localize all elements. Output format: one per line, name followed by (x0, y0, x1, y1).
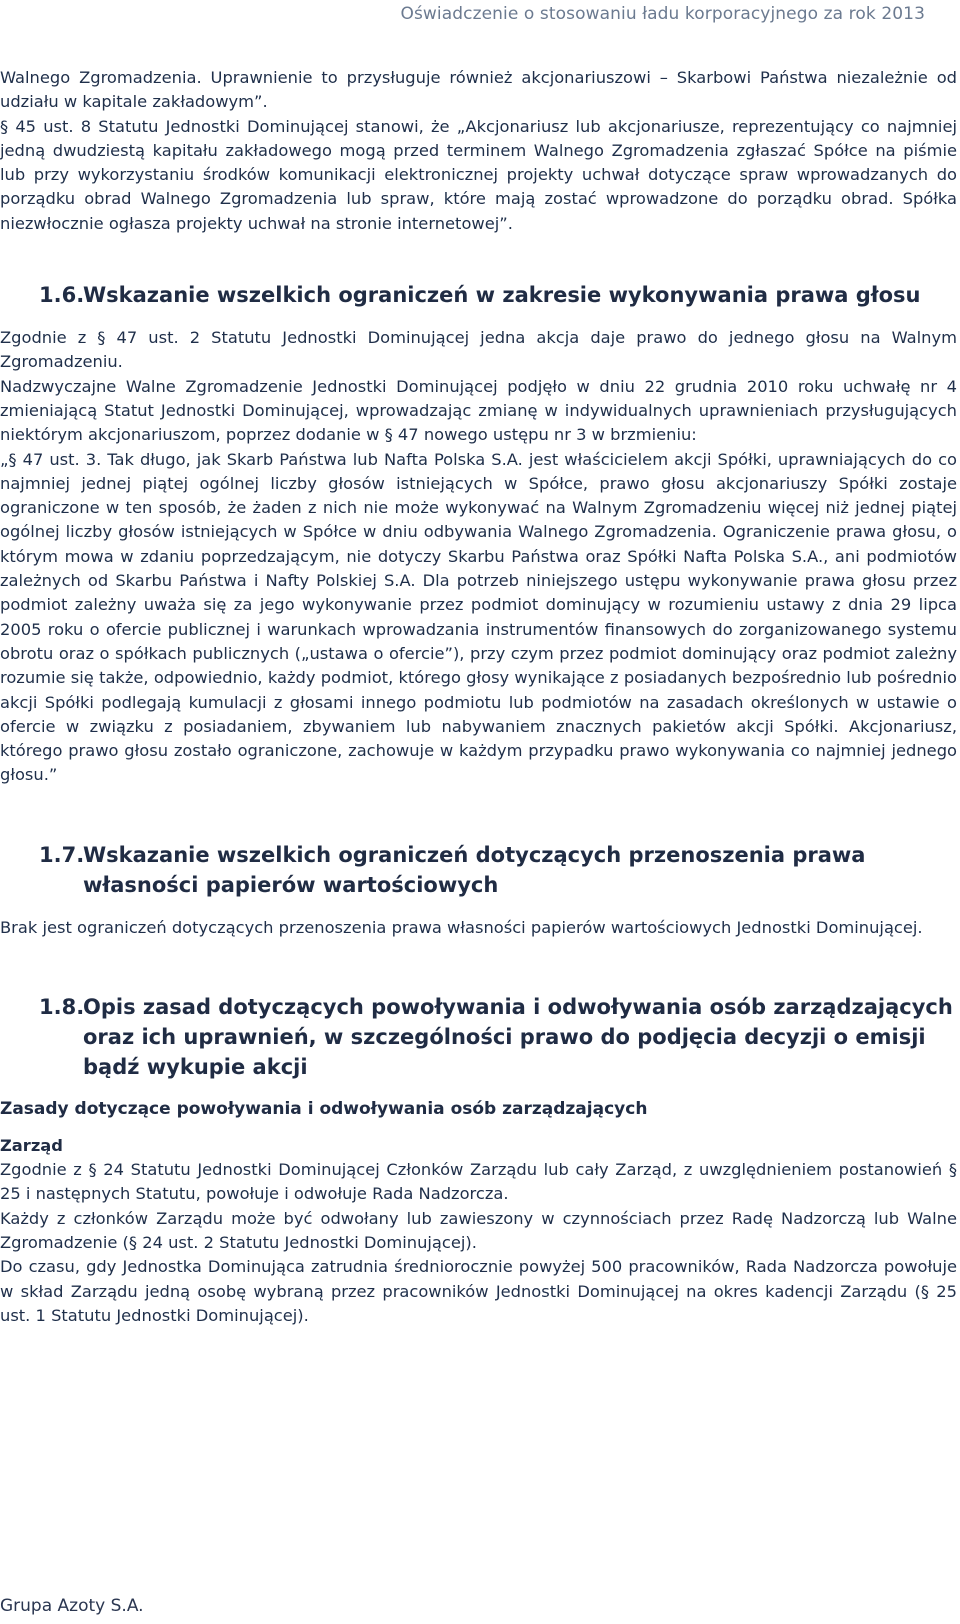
section-1-6-paragraph-2: Nadzwyczajne Walne Zgromadzenie Jednostki Dominującej podjęło w dniu 22 grudnia 2010 roku uchwałę nr 4 zmieniającą Statut Jednostki Dominującej, wprowadzając zmianę w indywidualnych uprawnieniach przysługujących niektórym akcjonariuszom, poprzez dodanie w § 47 nowego ustępu nr 3 w brzmieniu: (0, 376, 957, 445)
spacer (0, 236, 957, 280)
section-1-6-paragraph-1: Zgodnie z § 47 ust. 2 Statutu Jednostki Dominującej jedna akcja daje prawo do jednego głosu na Walnym Zgromadzeniu. (0, 328, 957, 372)
section-title: Opis zasad dotyczących powoływania i odwoływania osób zarządzających oraz ich uprawnień, w szczególności prawo do podjęcia decyzji o emisji bądź wykupie akcji (83, 995, 953, 1080)
section-title: Wskazanie wszelkich ograniczeń dotyczących przenoszenia prawa własności papierów wartościowych (83, 842, 866, 897)
page-header: Oświadczenie o stosowaniu ładu korporacyjnego za rok 2013 (400, 4, 925, 24)
spacer (0, 900, 957, 916)
section-number: 1.6. (39, 283, 85, 308)
section-1-6-quote: „§ 47 ust. 3. Tak długo, jak Skarb Państwa lub Nafta Polska S.A. jest właścicielem akcji Spółki, uprawniających do co najmniej jednej piątej ogólnej liczby głosów istniejących w Spółce, prawo głosu akcjonariuszy Spółki zostaje ograniczone w ten sposób, że żaden z nich nie może wykonywać na Walnym Zgromadzeniu więcej niż jednej piątej ogólnej liczby głosów istniejących w Spółce w dniu odbywania Walnego Zgromadzenia. Ograniczenie prawa głosu, o którym mowa w zdaniu poprzedzającym, nie dotyczy Skarbu Państwa oraz Spółki Nafta Polska S.A., ani podmiotów zależnych od Skarbu Państwa i Nafty Polskiej S.A. Dla potrzeb niniejszego ustępu wykonywanie prawa głosu przez podmiot zależny uważa się za jego wykonywanie przez podmiot dominujący w rozumieniu ustawy z dnia 29 lipca 2005 roku o ofercie publicznej i warunkach wprowadzania instrumentów finansowych do zorganizowanego systemu obrotu oraz o spółkach publicznych („ustawa o ofercie”), przy czym przez podmiot dominujący oraz podmiot zależny rozumie się także, odpowiednio, każdy podmiot, którego głosy wynikające z posiadanych bezpośrednio lub pośrednio akcji Spółki podlegają kumulacji z głosami innego podmiotu lub podmiotów na zasadach określonych w ustawie o ofercie w związku z posiadaniem, zbywaniem lub nabywaniem znacznych pakietów akcji Spółki. Akcjonariusz, którego prawo głosu zostało ograniczone, zachowuje w każdym przypadku prawo wykonywania co najmniej jednego głosu.” (0, 449, 957, 785)
section-1-7-paragraph-1: Brak jest ograniczeń dotyczących przenoszenia prawa własności papierów wartościowych Jednostki Dominującej. (0, 917, 923, 937)
intro-paragraph-1: Walnego Zgromadzenia. Uprawnienie to przysługuje również akcjonariuszowi – Skarbowi Państwa niezależnie od udziału w kapitale zakładowym”. (0, 68, 957, 112)
spacer (0, 940, 957, 992)
section-number: 1.7. (39, 842, 85, 867)
spacer (0, 310, 957, 326)
section-1-8-heading (0, 992, 957, 1082)
page-footer: Grupa Azoty S.A. (0, 1596, 144, 1616)
section-title: Wskazanie wszelkich ograniczeń w zakresie wykonywania prawa głosu (83, 283, 921, 308)
section-1-8-paragraph-2: Każdy z członków Zarządu może być odwołany lub zawieszony w czynnościach przez Radę Nadzorczą lub Walne Zgromadzenie (§ 24 ust. 2 Statutu Jednostki Dominującej). (0, 1208, 957, 1252)
section-1-8-subheading: Zasady dotyczące powoływania i odwoływania osób zarządzających (0, 1099, 648, 1120)
zarzad-label: Zarząd (0, 1136, 63, 1156)
spacer (0, 1082, 957, 1096)
intro-paragraph-2: § 45 ust. 8 Statutu Jednostki Dominującej stanowi, że „Akcjonariusz lub akcjonariusze, reprezentujący co najmniej jedną dwudziestą kapitału zakładowego mogą przed terminem Walnego Zgromadzenia zgłaszać Spółce na piśmie lub przy wykorzystaniu środków komunikacji elektronicznej projekty uchwał dotyczące spraw wprowadzanych do porządku obrad Walnego Zgromadzenia lub spraw, które mają zostać wprowadzone do porządku obrad. Spółka niezwłocznie ogłasza projekty uchwał na stronie internetowej”. (0, 116, 957, 233)
spacer (0, 788, 957, 840)
section-1-8-paragraph-3: Do czasu, gdy Jednostka Dominująca zatrudnia średniorocznie powyżej 500 pracowników, Rada Nadzorcza powołuje w skład Zarządu jedną osobę wybraną przez pracowników Jednostki Dominującej na okres kadencji Zarządu (§ 25 ust. 1 Statutu Jednostki Dominującej). (0, 1257, 957, 1325)
spacer (0, 1122, 957, 1134)
page-content (0, 66, 957, 1328)
section-1-7-heading (0, 840, 957, 900)
section-1-6-heading (0, 280, 957, 310)
section-1-8-paragraph-1: Zgodnie z § 24 Statutu Jednostki Dominującej Członków Zarządu lub cały Zarząd, z uwzględnieniem postanowień § 25 i następnych Statutu, powołuje i odwołuje Rada Nadzorcza. (0, 1160, 957, 1204)
section-number: 1.8. (39, 995, 85, 1020)
